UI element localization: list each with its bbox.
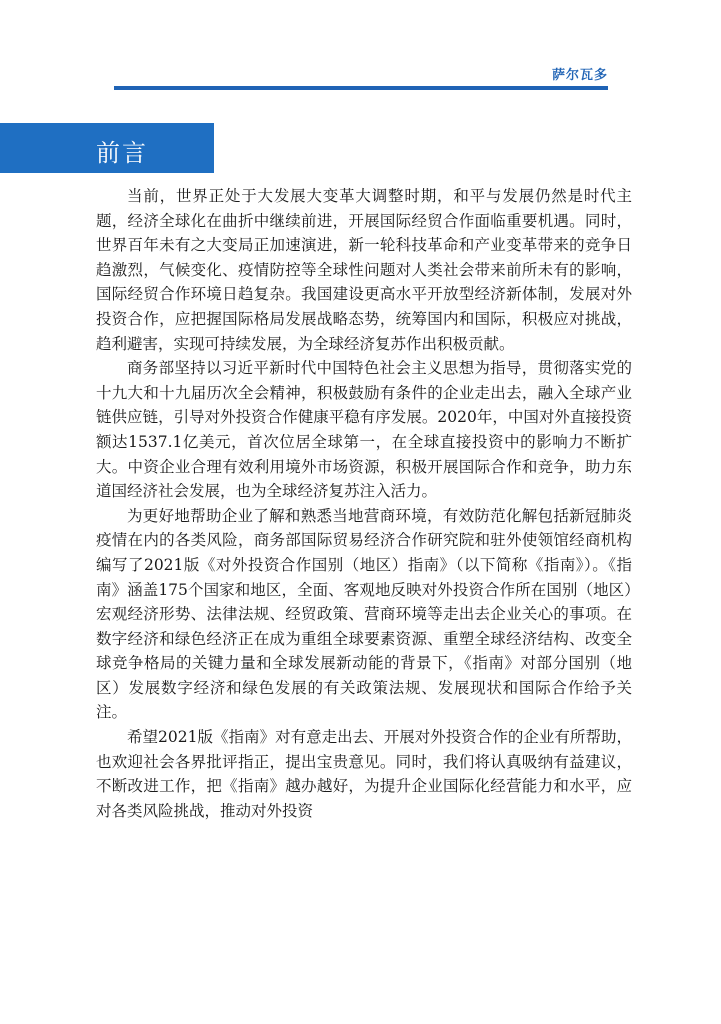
- paragraph-3: 为更好地帮助企业了解和熟悉当地营商环境，有效防范化解包括新冠肺炎疫情在内的各类风险，商务部国际贸易经济合作研究院和驻外使领馆经商机构编写了2021版《对外投资合作国别（地区）指南》（以下简称《指南》）。《指南》涵盖175个国家和地区，全面、客观地反映对外投资合作所在国别（地区）宏观经济形势、法律法规、经贸政策、营商环境等走出去企业关心的事项。在数字经济和绿色经济正在成为重组全球要素资源、重塑全球经济结构、改变全球竞争格局的关键力量和全球发展新动能的背景下，《指南》对部分国别（地区）发展数字经济和绿色发展的有关政策法规、发展现状和国际合作给予关注。: [96, 506, 632, 722]
- running-header-country: 萨尔瓦多: [551, 68, 608, 83]
- paragraph-4: 希望2021版《指南》对有意走出去、开展对外投资合作的企业有所帮助，也欢迎社会各界批评指正，提出宝贵意见。同时，我们将认真吸纳有益建议，不断改进工作，把《指南》越办越好，为提升企业国际化经营能力和水平，应对各类风险挑战，推动对外投资: [96, 728, 632, 820]
- section-title: 前言: [96, 139, 148, 167]
- body-text: [96, 184, 632, 823]
- paragraph-1: 当前，世界正处于大发展大变革大调整时期，和平与发展仍然是时代主题，经济全球化在曲折中继续前进，开展国际经贸合作面临重要机遇。同时，世界百年未有之大变局正加速演进，新一轮科技革命和产业变革带来的竞争日趋激烈，气候变化、疫情防控等全球性问题对人类社会带来前所未有的影响，国际经贸合作环境日趋复杂。我国建设更高水平开放型经济新体制，发展对外投资合作，应把握国际格局发展战略态势，统筹国内和国际，积极应对挑战，趋利避害，实现可持续发展，为全球经济复苏作出积极贡献。: [96, 187, 632, 353]
- paragraph-2: 商务部坚持以习近平新时代中国特色社会主义思想为指导，贯彻落实党的十九大和十九届历次全会精神，积极鼓励有条件的企业走出去，融入全球产业链供应链，引导对外投资合作健康平稳有序发展。2020年，中国对外直接投资额达1537.1亿美元，首次位居全球第一，在全球直接投资中的影响力不断扩大。中资企业合理有效利用境外市场资源，积极开展国际合作和竞争，助力东道国经济社会发展，也为全球经济复苏注入活力。: [96, 359, 632, 501]
- header-rule: [114, 86, 608, 90]
